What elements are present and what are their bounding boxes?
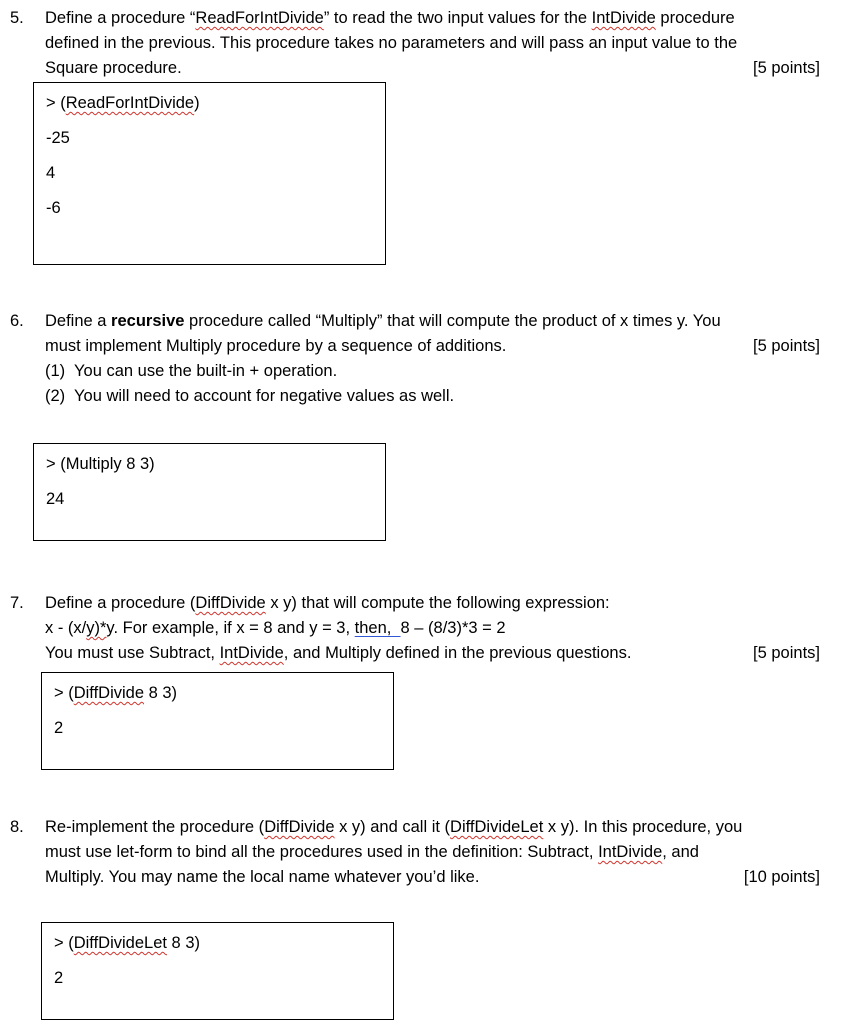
output-line: -25 — [46, 129, 70, 147]
misspelled-word: DiffDivide — [195, 594, 266, 612]
output-line: 2 — [54, 719, 64, 737]
question-text — [45, 591, 845, 666]
output-line: 4 — [46, 164, 56, 182]
question-line: Define a recursive procedure called “Multiply” that will compute the product of x times y. You — [45, 312, 721, 330]
question-number: 7. — [10, 594, 24, 612]
answer-box — [33, 82, 386, 265]
list-item: (1) You can use the built-in + operation. — [45, 362, 338, 380]
prompt-line: > (DiffDivideLet 8 3) — [54, 934, 200, 952]
question-line: Define a procedure (DiffDivide x y) that will compute the following expression: — [45, 594, 610, 612]
question-text — [45, 309, 845, 409]
misspelled-word: ReadForIntDivide — [65, 94, 195, 112]
misspelled-word: DiffDivide — [264, 818, 335, 836]
output-line: 24 — [46, 490, 65, 508]
question-line: defined in the previous. This procedure takes no parameters and will pass an input value to the — [45, 34, 738, 52]
misspelled-word: DiffDivideLet — [450, 818, 544, 836]
prompt-line: > (ReadForIntDivide) — [46, 94, 200, 112]
answer-box — [33, 443, 386, 541]
answer-box — [41, 672, 394, 770]
prompt-line: > (Multiply 8 3) — [46, 455, 155, 473]
misspelled-word: IntDivide — [591, 9, 656, 27]
question-line: x - (x/y)*y. For example, if x = 8 and y = 3, then, 8 – (8/3)*3 = 2 — [45, 619, 506, 637]
points-label: [5 points] — [753, 337, 820, 355]
prompt-line: > (DiffDivide 8 3) — [54, 684, 178, 702]
question-number: 8. — [10, 818, 24, 836]
question-number: 5. — [10, 9, 24, 27]
output-line: 2 — [54, 969, 64, 987]
question-line: Define a procedure “ReadForIntDivide” to read the two input values for the IntDivide procedure — [45, 9, 735, 27]
misspelled-word: IntDivide — [598, 843, 663, 861]
question-line: Re-implement the procedure (DiffDivide x y) and call it (DiffDivideLet x y). In this procedure, you — [45, 818, 743, 836]
misspelled-word: DiffDivide — [73, 684, 145, 702]
output-line: -6 — [46, 199, 61, 217]
question-text — [45, 815, 845, 890]
question-line: You must use Subtract, IntDivide, and Multiply defined in the previous questions. [5 points] — [45, 641, 845, 666]
question-line: must use let-form to bind all the procedures used in the definition: Subtract, IntDivide, and — [45, 843, 699, 861]
emphasis-text: recursive — [111, 312, 185, 330]
grammar-flag: y)* — [86, 619, 107, 637]
answer-box — [41, 922, 394, 1020]
points-label: [5 points] — [753, 59, 820, 77]
misspelled-word: IntDivide — [219, 644, 284, 662]
misspelled-word: ReadForIntDivide — [195, 9, 324, 27]
question-line: must implement Multiply procedure by a sequence of additions. [5 points] — [45, 334, 845, 359]
points-label: [10 points] — [743, 868, 820, 886]
points-label: [5 points] — [753, 644, 820, 662]
question-text — [45, 6, 845, 81]
list-item: (2) You will need to account for negative values as well. — [45, 387, 455, 405]
question-line: Square procedure. [5 points] — [45, 56, 845, 81]
grammar-flag: then, — [354, 619, 401, 637]
misspelled-word: DiffDivideLet — [73, 934, 167, 952]
question-line: Multiply. You may name the local name whatever you’d like. [10 points] — [45, 865, 845, 890]
question-number: 6. — [10, 312, 24, 330]
